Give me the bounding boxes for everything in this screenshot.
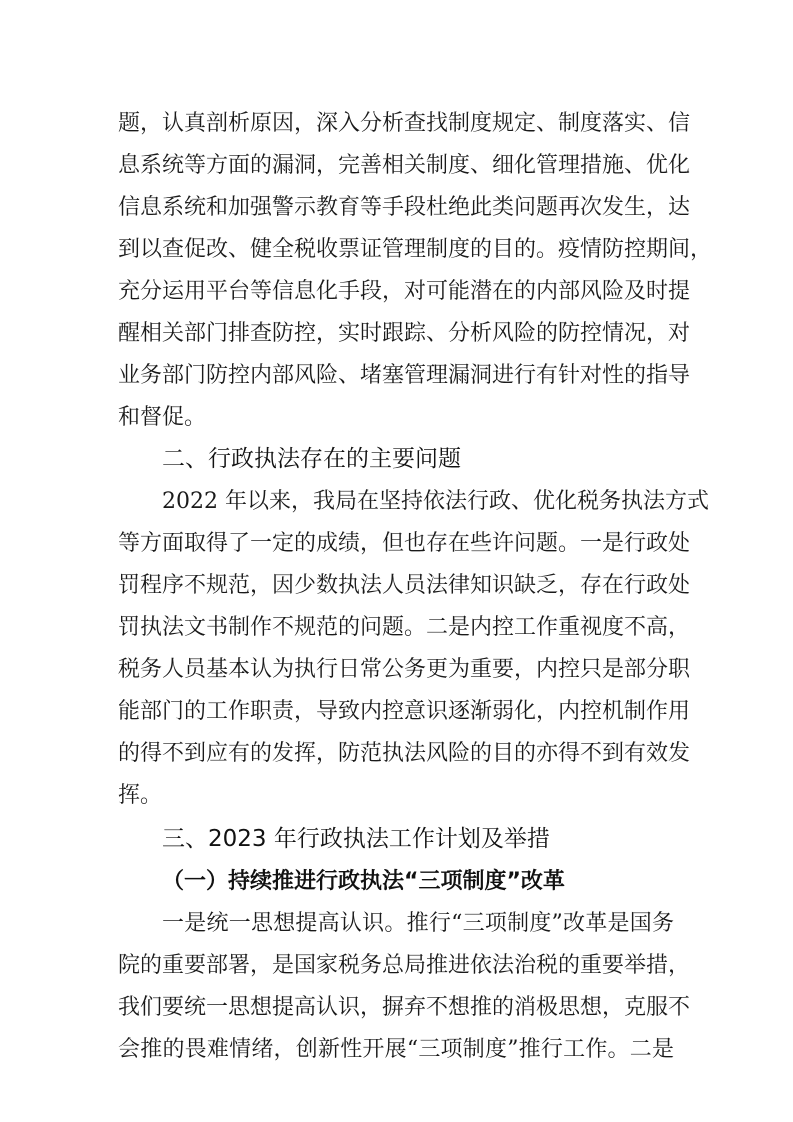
text-line: 等方面取得了一定的成绩，但也存在些许问题。一是行政处 <box>118 531 691 556</box>
text-line: 的得不到应有的发挥，防范执法风险的目的亦得不到有效发 <box>118 741 691 766</box>
text-line: 息系统等方面的漏洞，完善相关制度、细化管理措施、优化 <box>118 153 691 178</box>
text-line: 罚程序不规范，因少数执法人员法律知识缺乏，存在行政处 <box>118 573 691 598</box>
section-heading-3: 三、2023 年行政执法工作计划及举措 <box>162 826 550 852</box>
text-line: 一是统一思想提高认识。推行“三项制度”改革是国务 <box>162 911 674 936</box>
text-line: 2022 年以来，我局在坚持依法行政、优化税务执法方式 <box>162 489 709 514</box>
text-line: 会推的畏难情绪，创新性开展“三项制度”推行工作。二是 <box>118 1037 674 1062</box>
text-line: 我们要统一思想提高认识，摒弃不想推的消极思想，克服不 <box>118 995 691 1020</box>
text-line: 税务人员基本认为执行日常公务更为重要，内控只是部分职 <box>118 657 691 682</box>
subsection-heading: （一）持续推进行政执法“三项制度”改革 <box>162 869 565 894</box>
text-line: 业务部门防控内部风险、堵塞管理漏洞进行有针对性的指导 <box>118 363 691 388</box>
text-line: 罚执法文书制作不规范的问题。二是内控工作重视度不高， <box>118 615 691 640</box>
text-line: 能部门的工作职责，导致内控意识逐渐弱化，内控机制作用 <box>118 699 691 724</box>
text-line: 信息系统和加强警示教育等手段杜绝此类问题再次发生，达 <box>118 195 691 220</box>
text-line: 到以查促改、健全税收票证管理制度的目的。疫情防控期间， <box>118 237 713 262</box>
text-line: 和督促。 <box>118 405 207 430</box>
text-line: 题，认真剖析原因，深入分析查找制度规定、制度落实、信 <box>118 111 691 136</box>
section-heading-2: 二、行政执法存在的主要问题 <box>162 446 461 472</box>
text-line: 醒相关部门排查防控，实时跟踪、分析风险的防控情况，对 <box>118 321 691 346</box>
text-line: 挥。 <box>118 783 163 808</box>
text-line: 院的重要部署，是国家税务总局推进依法治税的重要举措， <box>118 953 691 978</box>
text-line: 充分运用平台等信息化手段，对可能潜在的内部风险及时提 <box>118 279 691 304</box>
